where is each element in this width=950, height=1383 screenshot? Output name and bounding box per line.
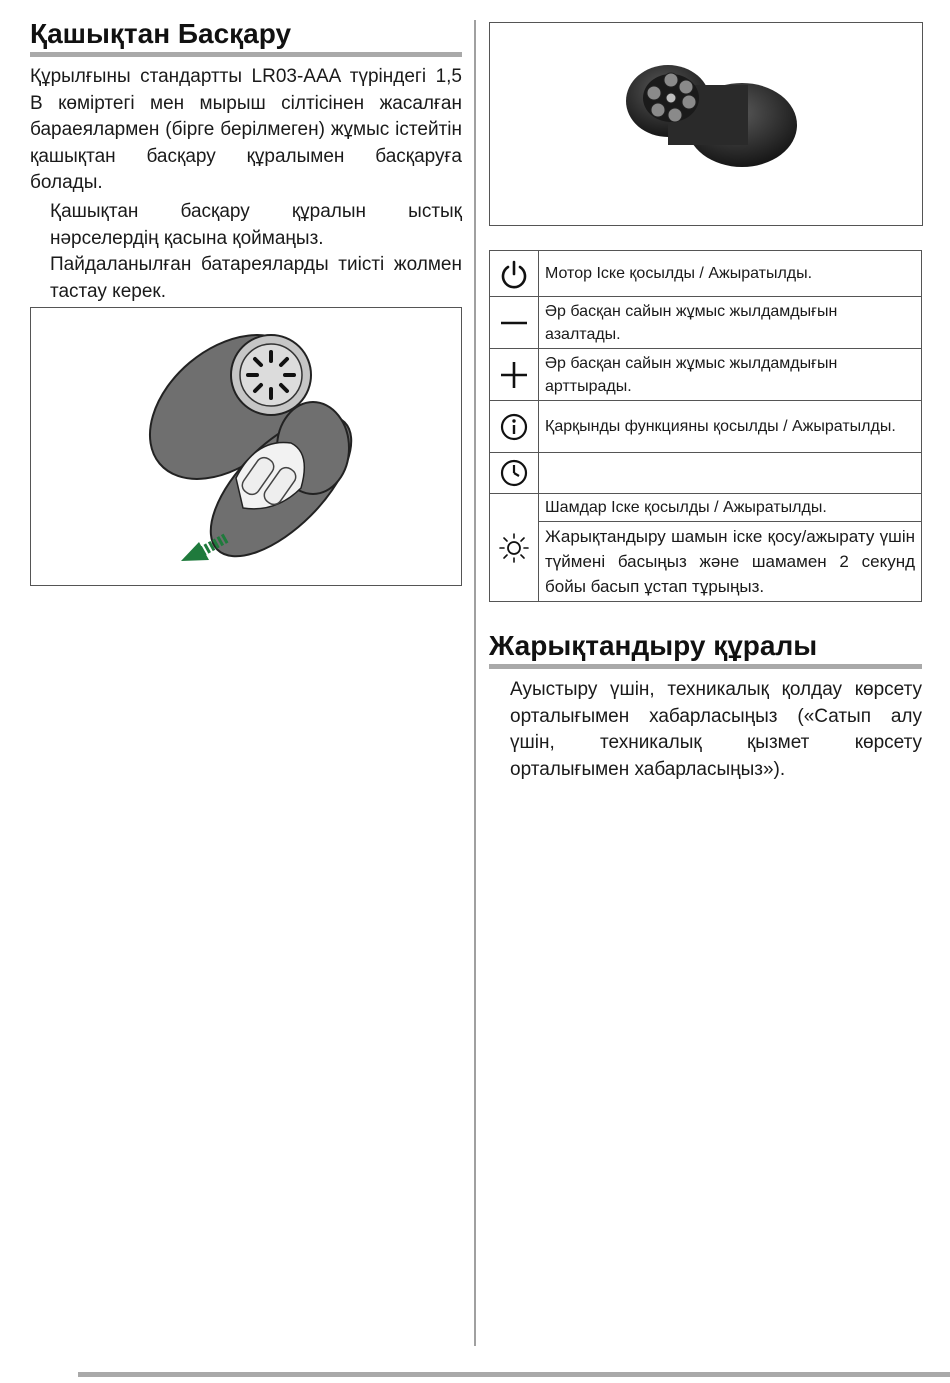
icon-cell: [490, 453, 539, 494]
icon-cell: [490, 349, 539, 401]
warning-heat: Қашықтан басқару құралын ыстық нәрселердің қасына қоймаңыз.: [50, 201, 462, 249]
section-title-remote-control: Қашықтан Басқару: [30, 18, 462, 57]
function-row-decrease-speed: [490, 297, 922, 349]
function-description: Қарқынды функцияны қосылды / Ажыратылды.: [539, 401, 922, 453]
icon-cell: [490, 297, 539, 349]
section-title-lighting: Жарықтандыру құралы: [489, 630, 922, 669]
function-row-lights-detail: [490, 522, 922, 602]
function-row-power: [490, 251, 922, 297]
footer-rule: [78, 1372, 950, 1377]
column-divider: [474, 20, 476, 1346]
function-description: Мотор Іске қосылды / Ажыратылды.: [539, 251, 922, 297]
remote-body: [626, 65, 797, 167]
timer-icon: [499, 458, 529, 488]
functions-table: [489, 250, 922, 602]
function-row-timer: [490, 453, 922, 494]
remote-control-photo: [489, 22, 923, 226]
info-icon: [499, 412, 529, 442]
function-description-detail: Жарықтандыру шамын іске қосу/ажырату үшін түймені басыңыз және шамамен 2 секунд бойы басып ұстап тұрыңыз.: [539, 522, 922, 602]
function-description: [539, 453, 922, 494]
minus-icon: [499, 308, 529, 338]
function-description: Әр басқан сайын жұмыс жылдамдығын азалтады.: [539, 297, 922, 349]
battery-replacement-illustration: [30, 307, 462, 586]
function-row-intensive: [490, 401, 922, 453]
function-row-increase-speed: [490, 349, 922, 401]
intro-paragraph: Құрылғыны стандартты LR03-AAA түріндегі 1,5 В көміртегі мен мырыш сілтісінен жасалған бараеялармен (бірге берілмеген) жұмыс істейтін қашықтан басқару құралымен басқаруға болады.: [30, 66, 462, 193]
power-icon: [499, 259, 529, 289]
function-description: Әр басқан сайын жұмыс жылдамдығын арттырады.: [539, 349, 922, 401]
function-row-lights: [490, 494, 922, 522]
icon-cell: [490, 251, 539, 297]
icon-cell: [490, 401, 539, 453]
battery-illustration-graphic: [31, 308, 461, 585]
remote-photo-graphic: [490, 23, 922, 225]
light-icon: [498, 532, 530, 564]
lighting-paragraph: Ауыстыру үшін, техникалық қолдау көрсету орталығымен хабарласыңыз («Сатып алу үшін, техникалық қызмет көрсету орталығымен хабарласыңыз»).: [510, 679, 922, 780]
function-description: Шамдар Іске қосылды / Ажыратылды.: [539, 494, 922, 522]
icon-cell: [490, 494, 539, 602]
warning-disposal: Пайдаланылған батареяларды тиісті жолмен тастау керек.: [50, 254, 462, 302]
plus-icon: [499, 360, 529, 390]
